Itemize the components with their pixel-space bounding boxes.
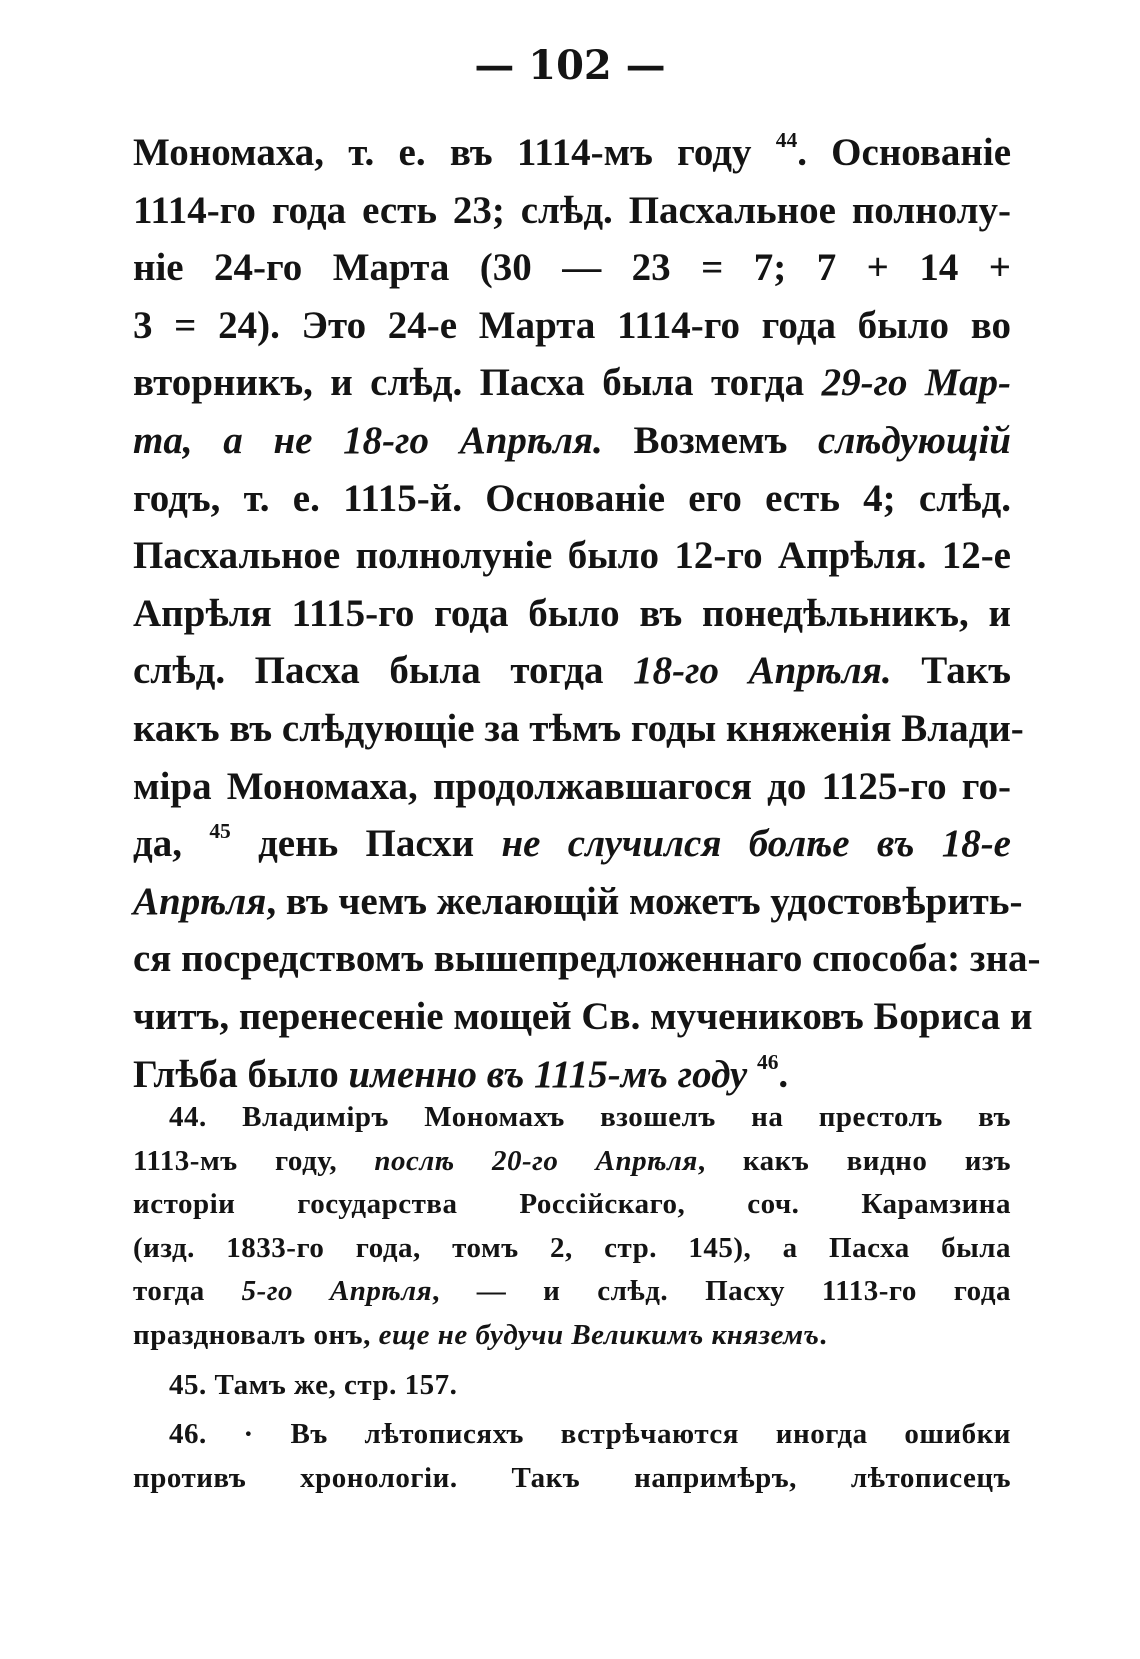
text-run: какъ въ слѣдующіе за тѣмъ годы княженія Влади- [133,706,1024,750]
text-line [133,124,1011,182]
text-line [133,930,1041,988]
footnote-ref: 46 [756,1049,779,1074]
footnotes [133,1096,1011,1500]
text-run: Глѣба было [133,1052,349,1096]
text-line [133,239,1011,297]
text-line [133,873,1023,931]
footnote-number: 45. [169,1368,207,1401]
text-run: годъ, т. е. 1115-й. Основаніе его есть 4; слѣд. [133,476,1011,520]
footnote-line [133,1270,1011,1314]
text-line [133,700,1024,758]
text-line [133,412,1011,470]
text-run: ніе 24-го Марта (30 — 23 = 7; 7 + 14 + [133,246,1011,290]
text-run: Такъ [891,649,1011,693]
footnote-line [133,1140,1011,1184]
text-run: , какъ видно изъ [697,1144,1011,1177]
italic-run: именно въ 1115-мъ году [348,1052,748,1096]
text-run: , — и слѣд. Пасху 1113-го года [432,1275,1011,1308]
text-line [133,297,1011,355]
footnote-line [133,1457,1011,1501]
text-run: исторіи государства Россійскаго, соч. Карамзина [133,1188,1011,1221]
text-run: 1113-мъ году, [133,1144,375,1177]
footnote [133,1413,1011,1500]
text-run: , въ чемъ желающій можетъ удостовѣрить- [266,879,1023,923]
footnote-line [133,1096,1011,1140]
footnote-line [133,1183,1011,1227]
text-run: противъ хронологіи. Такъ напримѣръ, лѣтописецъ [133,1461,1011,1494]
text-run: Владиміръ Мономахъ взошелъ на престолъ въ [242,1101,1012,1133]
text-line [133,988,1033,1046]
text-line [133,182,1011,240]
text-run: Тамъ же, стр. 157. [214,1368,458,1401]
footnote-line [133,1227,1011,1271]
text-run: ся посредствомъ вышепредложеннаго способа: зна- [133,937,1041,981]
text-run: міра Мономаха, продолжавшагося до 1125-го го- [133,764,1011,808]
text-line [133,642,1011,700]
text-run: Апрѣля 1115-го года было въ понедѣльникъ, и [133,591,1011,635]
text-line [133,470,1011,528]
italic-run: послѣ 20-го Апрѣля [374,1144,698,1177]
text-line [133,585,1011,643]
italic-run: не случился болѣе въ 18-е [501,822,1011,866]
italic-run: 5-го Апрѣля [241,1275,433,1308]
main-text [133,124,1041,1103]
text-run: Мономаха, т. е. въ 1114-мъ году [133,131,776,174]
text-run: день Пасхи [230,822,502,866]
text-run: слѣд. Пасха была тогда [133,649,634,693]
text-run [747,1053,757,1096]
text-run: 1114-го года есть 23; слѣд. Пасхальное полнолу- [133,188,1011,232]
text-run: . [819,1318,828,1351]
italic-run: слѣдующій [818,418,1011,462]
footnote-number: 44. [169,1101,207,1133]
footnote-number: 46. [169,1418,207,1451]
footnote-ref: 44 [775,127,798,152]
footnote [133,1096,1011,1358]
page-number: — 102 — [474,42,666,89]
italic-run: еще не будучи Великимъ княземъ [378,1318,820,1351]
footnote-ref: 45 [209,818,231,843]
text-line [133,758,1011,816]
text-run: вторникъ, и слѣд. Пасха была тогда [133,361,822,405]
footnote [133,1364,1011,1408]
text-line [133,527,1011,585]
footnote-line [133,1413,1011,1457]
italic-run: 18-го Апрѣля. [633,649,892,693]
footnote-line [133,1364,1011,1408]
text-run: · Въ лѣтописяхъ встрѣчаются иногда ошибки [243,1418,1011,1451]
text-run: читъ, перенесеніе мощей Св. мучениковъ Бориса и [133,994,1033,1038]
text-line [133,1046,1011,1104]
text-run: . [778,1052,789,1096]
text-run: праздновалъ онъ, [133,1318,379,1351]
text-line [133,354,1011,412]
footnote-line [133,1314,1011,1358]
italic-run: та, а не 18-го Апрѣля. [133,418,603,462]
text-line [133,815,1011,873]
text-run: да, [133,822,210,866]
text-run: 3 = 24). Это 24-е Марта 1114-го года было во [133,303,1011,347]
text-run: тогда [133,1275,242,1308]
italic-run: Апрѣля [133,879,267,923]
text-run: Возмемъ [602,418,819,462]
text-run: . Основаніе [797,131,1012,174]
text-run: (изд. 1833-го года, томъ 2, стр. 145), а Пасха была [133,1231,1011,1264]
italic-run: 29-го Мар- [821,361,1012,405]
text-run: Пасхальное полнолуніе было 12-го Апрѣля. 12-е [133,534,1011,578]
